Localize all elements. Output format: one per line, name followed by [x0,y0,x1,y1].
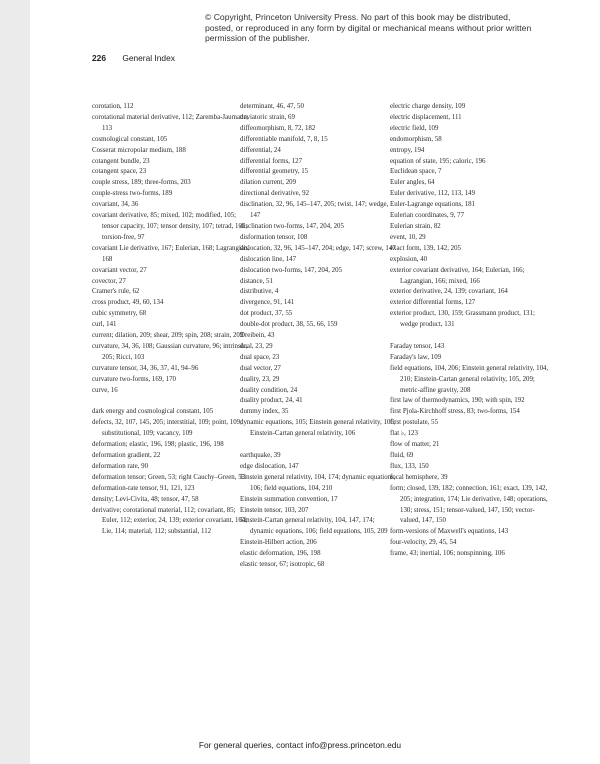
index-entry: couple-stress two-forms, 189 [92,190,173,198]
index-entry: Einstein-Cartan general relativity, 104, 147, 174; dynamic equations, 106; field equations, 105, 209 [240,517,388,536]
index-entry: dynamic equations, 105; Einstein general relativity, 106; Einstein-Cartan general relativity, 106 [240,419,396,438]
index-entry: deviatoric strain, 69 [240,113,295,121]
index-entry: deformation gradient, 22 [92,451,161,459]
index-entry: deformation tensor; Green, 53; right Cauchy–Green, 53 [92,473,246,481]
index-entry: edge dislocation, 147 [240,462,299,470]
index-entry: covariant Lie derivative, 167; Eulerian, 168; Lagrangian, 168 [92,244,250,263]
index-entry: dual vector, 27 [240,364,281,372]
index-entry: endomorphism, 58 [390,135,442,143]
index-entry: differential forms, 127 [240,157,303,165]
index-entry: field equations, 104, 206; Einstein general relativity, 104, 210; Einstein-Cartan general relativity, 105, 209; metric-affine gravity, 208 [390,364,549,394]
index-entry: current; dilation, 209; shear, 209; spin, 208; strain, 209 [92,332,244,340]
index-entry: Euler derivative, 112, 113, 149 [390,190,476,198]
index-entry: Euler angles, 64 [390,179,435,187]
index-entry: Faraday's law, 109 [390,353,442,361]
index-entry: electric displacement, 111 [390,113,462,121]
index-entry: cotangent bundle, 23 [92,157,150,165]
scan-margin-strip [0,0,30,764]
index-entry: disformation tensor, 108 [240,233,308,241]
index-entry: four-velocity, 29, 45, 54 [390,539,457,547]
index-entry: dark energy and cosmological constant, 105 [92,408,214,416]
index-entry: covariant derivative, 85; mixed, 102; modified, 105; tensor capacity, 107; tensor density, 107; tetrad, 101; torsion-free, 97 [92,212,248,241]
index-entry: cotangent space, 23 [92,168,147,176]
page-number: 226 [92,53,106,63]
index-entry: dual, 23, 29 [240,342,273,350]
index-entry: fluid, 69 [390,451,414,459]
section-gap [92,396,252,407]
index-column-3 [390,102,550,560]
index-entry: first law of thermodynamics, 190; with spin, 192 [390,397,525,405]
index-entry: curvature tensor, 34, 36, 37, 41, 94–96 [92,364,199,372]
index-entry: Einstein tensor, 103, 207 [240,506,309,514]
index-entry: dilation current, 209 [240,179,297,187]
index-entry: deformation rate, 90 [92,462,149,470]
index-entry: Eulerian coordinates, 9, 77 [390,212,465,220]
index-entry: covector, 27 [92,277,126,285]
section-gap [240,440,400,451]
index-entry: corotation, 112 [92,103,134,110]
index-entry: flow of matter, 21 [390,441,440,449]
index-entry: deformation; elastic, 196, 198; plastic, 196, 198 [92,441,224,449]
index-entry: Eulerian strain, 82 [390,222,441,230]
running-header [92,53,175,63]
index-entry: disclination, 32, 96, 145–147, 205; twist, 147; wedge, 147 [240,201,389,220]
index-entry: flux, 133, 150 [390,462,429,470]
index-entry: Einstein-Hilbert action, 206 [240,539,317,547]
index-entry: dislocation, 32, 96, 145–147, 204; edge, 147; screw, 147 [240,244,396,252]
index-entry: exterior differential forms, 127 [390,299,476,307]
index-entry: Einstein general relativity, 104, 174; dynamic equations, 106; field equations, 104, 210 [240,473,396,492]
index-entry: defects, 32, 107, 145, 205; interstitial, 109; point, 109; substitutional, 109; vacancy, 109 [92,419,243,438]
index-entry: dual space, 23 [240,353,280,361]
index-entry: dislocation line, 147 [240,255,297,263]
index-entry: elastic tensor, 67; isotropic, 68 [240,561,325,569]
index-entry: duality condition, 24 [240,386,298,394]
index-entry: curl, 141 [92,321,117,329]
index-entry: Cosserat micropolar medium, 188 [92,146,186,154]
index-entry: exterior covariant derivative, 164; Eulerian, 166; Lagrangian, 166; mixed, 166 [390,266,525,285]
index-entry: diffeomorphism, 8, 72, 182 [240,124,316,132]
index-entry: duality product, 24, 41 [240,397,303,405]
index-entry: Euclidean space, 7 [390,168,442,176]
index-entry: entropy, 194 [390,146,425,154]
index-entry: disclination two-forms, 147, 204, 205 [240,222,344,230]
index-entry: earthquake, 39 [240,451,281,459]
index-entry: elastic deformation, 196, 198 [240,550,321,558]
index-entry: Faraday tensor, 143 [390,342,445,350]
index-entry: equation of state, 195; caloric, 196 [390,157,486,165]
index-entry: event, 10, 29 [390,233,426,241]
index-entry: differential, 24 [240,146,281,154]
index-entry: electric field, 109 [390,124,439,132]
section-gap [390,331,550,342]
index-entry: explosion, 40 [390,255,428,263]
index-entry: differential geometry, 15 [240,168,309,176]
index-entry: first Pjola-Kirchhoff stress, 83; two-forms, 154 [390,408,520,416]
index-entry: curve, 16 [92,386,118,394]
index-entry: electric charge density, 109 [390,103,466,110]
index-entry: cubic symmetry, 68 [92,310,147,318]
index-entry: dislocation two-forms, 147, 204, 205 [240,266,343,274]
index-entry: focal hemisphere, 39 [390,473,448,481]
index-entry: duality, 23, 29 [240,375,280,383]
index-entry: exact form, 139, 142, 205 [390,244,461,252]
index-entry: covariant, 34, 36 [92,201,139,209]
index-column-1 [92,102,252,538]
index-entry: double-dot product, 38, 55, 66, 159 [240,321,338,329]
index-entry: couple stress, 189; three-forms, 203 [92,179,191,187]
index-entry: divergence, 91, 141 [240,299,295,307]
index-entry: dummy index, 35 [240,408,289,416]
index-entry: Dreibein, 43 [240,332,275,340]
index-entry: differentiable manifold, 7, 8, 15 [240,135,328,143]
copyright-notice: © Copyright, Princeton University Press. No part of this book may be distributed, posted, or reproduced in any form by digital or mechanical means without prior written permission of the publisher. [205,12,532,44]
running-title: General Index [122,53,175,63]
index-entry: frame, 43; inertial, 106; nonspinning, 106 [390,550,505,558]
index-entry: Einstein summation convention, 17 [240,495,338,503]
index-entry: corotational material derivative, 112; Zaremba-Jaumann, 113 [92,113,249,132]
index-entry: cross product, 49, 60, 134 [92,299,164,307]
index-entry: cosmological constant, 105 [92,135,168,143]
index-entry: flat ♭, 123 [390,430,418,438]
index-entry: curvature two-forms, 169, 170 [92,375,177,383]
footer-contact: For general queries, contact info@press.princeton.edu [198,740,402,750]
index-entry: dot product, 37, 55 [240,310,293,318]
index-entry: form-versions of Maxwell's equations, 143 [390,528,509,536]
index-entry: distance, 51 [240,277,273,285]
index-column-2 [240,102,400,571]
index-entry: derivative; corotational material, 112; covariant, 85; Euler, 112; exterior, 24, 139; exterior covariant, 164; Lie, 114; material, 112; substantial, 112 [92,506,248,536]
index-entry: determinant, 46, 47, 50 [240,103,304,110]
index-entry: exterior product, 130, 159; Grassmann product, 131; wedge product, 131 [390,310,535,329]
index-entry: covariant vector, 27 [92,266,147,274]
index-entry: Cramer's rule, 62 [92,288,140,296]
index-entry: curvature, 34, 36, 108; Gaussian curvature, 96; intrinsic, 205; Ricci, 103 [92,342,248,361]
index-entry: exterior derivative, 24, 139; covariant, 164 [390,288,508,296]
index-entry: directional derivative, 92 [240,190,310,198]
index-entry: distributive, 4 [240,288,279,296]
index-entry: Euler-Lagrange equations, 181 [390,201,476,209]
index-entry: deformation-rate tensor, 91, 121, 123 [92,484,195,492]
index-entry: density; Levi-Civita, 48; tensor, 47, 58 [92,495,199,503]
index-entry: form; closed, 139, 182; connection, 161; exact, 139, 142, 205; integration, 174; Lie derivative, 148; operations, 130; stress, 151; tensor-valued, 147, 150; vector-valued, 147, 150 [390,484,548,525]
index-entry: first postulate, 55 [390,419,439,427]
